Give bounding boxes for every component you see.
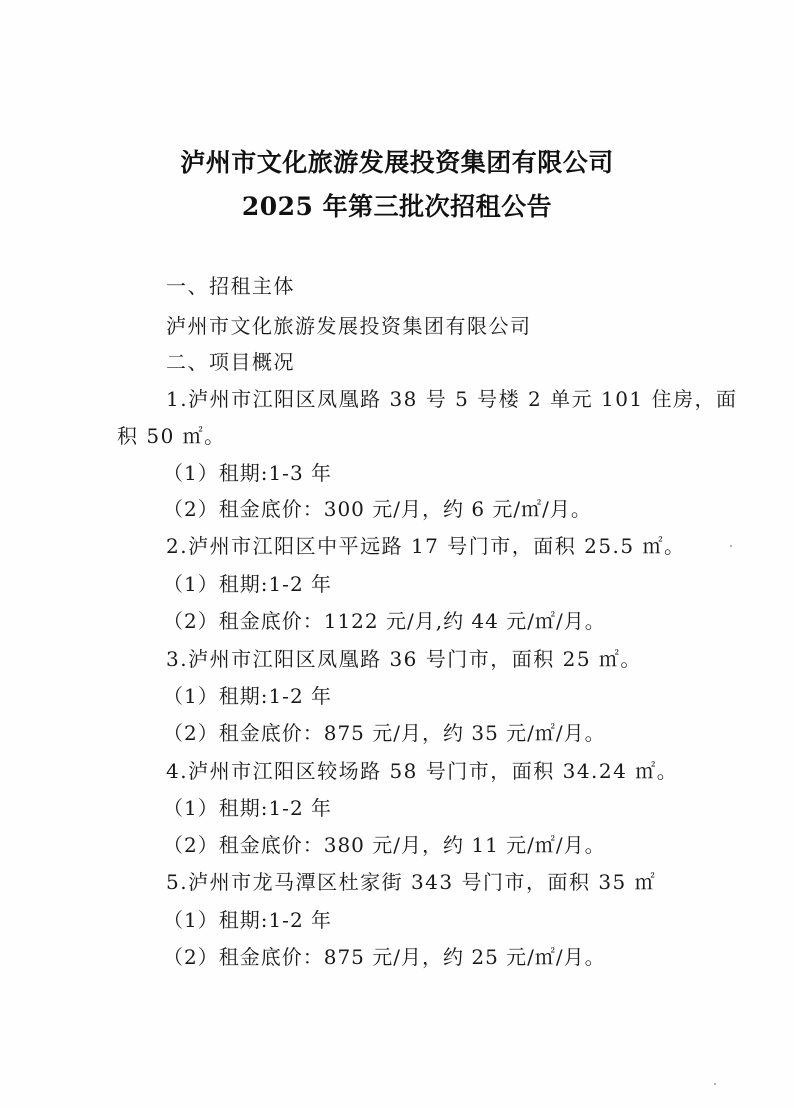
item-1-description: 1.泸州市江阳区凤凰路 38 号 5 号楼 2 单元 101 住房，面: [166, 387, 738, 411]
section-heading-subject: 一、招租主体: [166, 274, 295, 298]
item-1-price: （2）租金底价：300 元/月，约 6 元/㎡/月。: [163, 497, 592, 521]
item-1-description-continued: 积 50 ㎡。: [117, 424, 226, 448]
item-2-description: 2.泸州市江阳区中平远路 17 号门市，面积 25.5 ㎡。: [166, 534, 686, 558]
item-2-term: （1）租期:1-2 年: [163, 572, 333, 596]
subject-company: 泸州市文化旅游发展投资集团有限公司: [166, 314, 532, 338]
item-5-term: （1）租期:1-2 年: [163, 908, 333, 932]
document-subtitle: 2025 年第三批次招租公告: [241, 192, 553, 221]
item-5-price: （2）租金底价：875 元/月，约 25 元/㎡/月。: [163, 945, 606, 969]
item-4-description: 4.泸州市江阳区较场路 58 号门市，面积 34.24 ㎡。: [166, 759, 679, 783]
item-1-term: （1）租期:1-3 年: [163, 461, 333, 485]
scan-speck: [714, 1083, 716, 1085]
item-3-description: 3.泸州市江阳区凤凰路 36 号门市，面积 25 ㎡。: [166, 647, 642, 671]
item-4-term: （1）租期:1-2 年: [163, 796, 333, 820]
item-3-term: （1）租期:1-2 年: [163, 684, 333, 708]
item-5-description: 5.泸州市龙马潭区杜家街 343 号门市，面积 35 ㎡: [166, 870, 657, 894]
item-3-price: （2）租金底价：875 元/月，约 35 元/㎡/月。: [163, 721, 606, 745]
scan-speck: [730, 545, 732, 547]
item-4-price: （2）租金底价：380 元/月，约 11 元/㎡/月。: [163, 833, 606, 857]
item-2-price: （2）租金底价：1122 元/月,约 44 元/㎡/月。: [163, 609, 606, 633]
document-title: 泸州市文化旅游发展投资集团有限公司: [180, 148, 614, 177]
section-heading-overview: 二、项目概况: [166, 350, 295, 374]
